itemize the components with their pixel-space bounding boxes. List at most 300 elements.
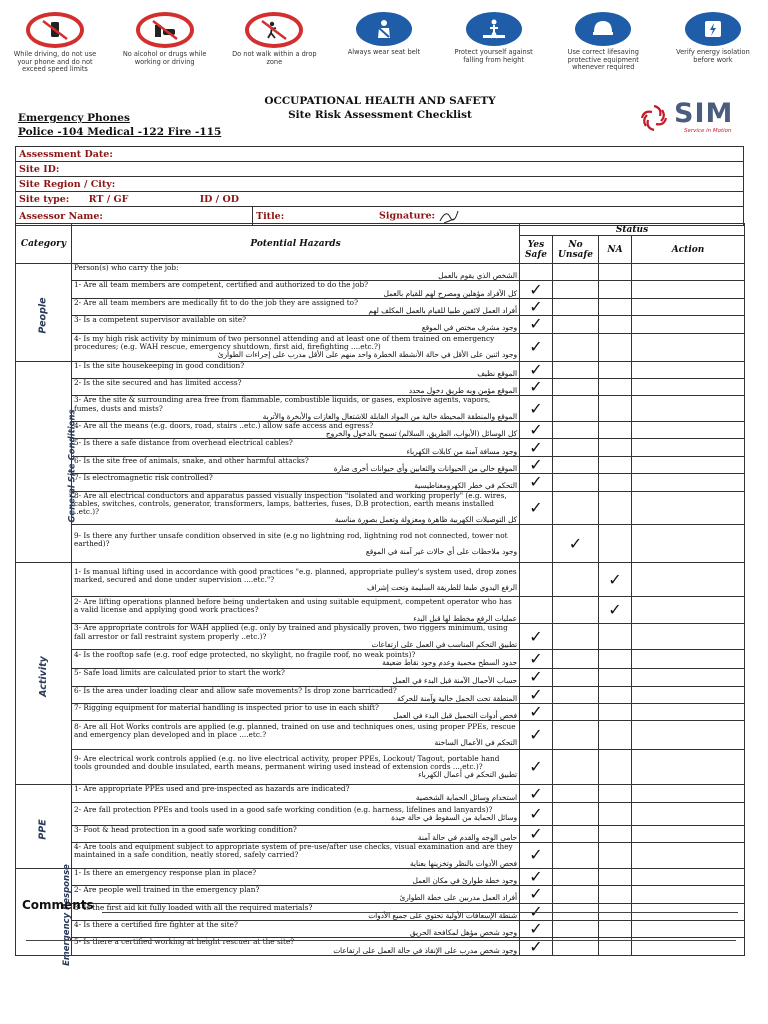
checklist-row	[16, 316, 745, 333]
yes-status-cell[interactable]	[520, 624, 553, 650]
check-mark-icon: ✓	[529, 649, 543, 669]
action-cell[interactable]	[632, 491, 745, 525]
action-cell[interactable]	[632, 703, 745, 720]
check-mark-icon: ✓	[608, 600, 622, 620]
no-status-cell[interactable]	[553, 802, 599, 825]
hazard-cell	[72, 379, 520, 396]
hazard-text-arabic: وجود مسافة آمنة من كابلات الكهرباء	[406, 446, 517, 456]
safety-icon-tile	[447, 12, 541, 82]
hazard-cell	[72, 491, 520, 525]
check-mark-icon: ✓	[529, 420, 543, 440]
title-field[interactable]: Title:	[253, 207, 380, 226]
comments-line[interactable]	[26, 940, 736, 941]
checklist-row	[16, 439, 745, 456]
action-cell[interactable]	[632, 439, 745, 456]
hazard-text-arabic: كل التوصيلات الكهربية ظاهرة ومعزولة وتعمل بصورة مناسبة	[334, 515, 517, 525]
na-status-cell[interactable]	[599, 669, 632, 686]
check-mark-icon: ✓	[529, 823, 543, 843]
no-status-cell[interactable]	[553, 281, 599, 298]
no-status-cell[interactable]	[553, 379, 599, 396]
hazard-text: 1- Is there an emergency response plan in place?	[74, 867, 257, 877]
hazard-text-arabic: التحكم في الأعمال الساخنة	[434, 738, 517, 748]
hazard-text: 3- Foot & head protection in a good safe working condition?	[74, 824, 297, 834]
checklist-row	[16, 624, 745, 650]
na-status-cell[interactable]	[599, 750, 632, 785]
hazard-cell	[72, 624, 520, 650]
checklist-row	[16, 686, 745, 703]
site-id-field[interactable]: Site ID:	[16, 162, 744, 177]
no-walk-drop-zone-icon	[245, 12, 303, 48]
action-cell[interactable]	[632, 650, 745, 669]
na-status-cell[interactable]	[599, 785, 632, 802]
action-cell[interactable]	[632, 379, 745, 396]
check-mark-icon: ✓	[529, 667, 543, 687]
site-type-options-2: ID / OD	[199, 193, 239, 205]
na-status-cell[interactable]	[599, 298, 632, 315]
action-cell[interactable]	[632, 802, 745, 825]
checklist-row	[16, 333, 745, 361]
na-status-cell[interactable]	[599, 333, 632, 361]
hazard-cell	[72, 281, 520, 298]
na-status-cell[interactable]	[599, 624, 632, 650]
checklist-row	[16, 379, 745, 396]
hazard-text-arabic: وجود شخص مؤهل لمكافحة الحريق	[409, 928, 517, 938]
hazard-text-arabic: حامي الوجه والقدم في حالة آمنة	[417, 832, 517, 842]
na-status-cell[interactable]	[599, 456, 632, 473]
yes-status-cell[interactable]	[520, 721, 553, 750]
hazard-text: 2- Is the site secured and has limited access?	[74, 378, 242, 388]
na-status-cell[interactable]	[599, 439, 632, 456]
check-mark-icon: ✓	[529, 297, 543, 317]
logo-tagline: Service in Motion	[684, 128, 732, 134]
hazard-text: 1- Is manual lifting used in accordance with good practices "e.g. planned, appropriate pulley's system used, drop zones marked, secured and done under supervision ....etc."?	[74, 566, 517, 584]
hazard-text-arabic: الرفع اليدوي طبقا للطريقة السليمة وتحت إشراف	[367, 583, 517, 593]
action-cell[interactable]	[632, 785, 745, 802]
yes-status-cell[interactable]	[520, 686, 553, 703]
yes-status-cell[interactable]	[520, 439, 553, 456]
yes-status-cell[interactable]	[520, 920, 553, 937]
yes-status-cell[interactable]	[520, 456, 553, 473]
hazard-text-arabic: الموقع نظيف	[477, 368, 517, 378]
safety-icon-caption: Use correct lifesaving protective equipment whenever required	[567, 48, 639, 71]
yes-status-cell[interactable]	[520, 802, 553, 825]
action-cell[interactable]	[632, 474, 745, 491]
na-status-cell[interactable]	[599, 281, 632, 298]
checklist-row	[16, 281, 745, 298]
sub-title: Site Risk Assessment Checklist	[288, 109, 472, 121]
action-cell[interactable]	[632, 298, 745, 315]
hazard-text: 6- Is the area under loading clear and allow safe movements? Is drop zone barricaded?	[74, 685, 397, 695]
check-mark-icon: ✓	[529, 314, 543, 334]
na-status-cell[interactable]	[599, 379, 632, 396]
hazard-text-arabic: الموقع مؤمن وبه طريق دخول محدد	[408, 386, 517, 396]
action-cell[interactable]	[632, 422, 745, 439]
hazard-text: 3- Is the first aid kit fully loaded with all the required materials?	[74, 902, 313, 912]
hazard-text: 1- Is the site housekeeping in good condition?	[74, 360, 245, 370]
action-cell[interactable]	[632, 281, 745, 298]
yes-status-cell[interactable]	[520, 361, 553, 378]
no-status-cell[interactable]	[553, 785, 599, 802]
no-status-cell[interactable]	[553, 316, 599, 333]
hazard-text-arabic: وجود ملاحظات على أي حالات غير آمنة في الموقع	[365, 547, 517, 557]
action-cell[interactable]	[632, 825, 745, 842]
no-status-cell[interactable]	[553, 825, 599, 842]
action-cell[interactable]	[632, 361, 745, 378]
na-status-cell[interactable]	[599, 264, 632, 281]
hazard-text-arabic: فحص الأدوات بالنظر وتخزينها بعناية	[410, 858, 517, 868]
action-cell[interactable]	[632, 686, 745, 703]
hazard-text-arabic: تطبيق التحكم في أعمال الكهرباء	[418, 770, 517, 780]
yes-status-cell[interactable]	[520, 491, 553, 525]
yes-status-cell[interactable]	[520, 474, 553, 491]
check-mark-icon: ✓	[529, 901, 543, 921]
safety-icon-caption: While driving, do not use your phone and do not exceed speed limits	[13, 50, 97, 73]
yes-status-cell[interactable]	[520, 333, 553, 361]
hazard-text: 3- Are the site & surrounding area free from flammable, combustible liquids, or gases, explosive agents, vapors, fumes, dusts and mists?	[74, 395, 491, 413]
no-status-cell[interactable]	[553, 686, 599, 703]
check-mark-icon: ✓	[529, 684, 543, 704]
hazard-cell	[72, 456, 520, 473]
checklist-row	[16, 456, 745, 473]
checklist-row	[16, 825, 745, 842]
checklist-row	[16, 650, 745, 669]
site-info-table	[15, 146, 744, 226]
yes-status-cell[interactable]	[520, 422, 553, 439]
hazard-cell	[72, 333, 520, 361]
na-status-cell[interactable]	[599, 721, 632, 750]
hazard-text: 2- Are people well trained in the emergency plan?	[74, 885, 260, 895]
no-status-cell[interactable]	[553, 843, 599, 869]
action-cell[interactable]	[632, 868, 745, 885]
safety-icons-row	[8, 12, 760, 82]
no-status-cell[interactable]	[553, 669, 599, 686]
no-status-cell[interactable]	[553, 396, 599, 422]
hazard-text: 4- Is my high risk activity by minimum of two personnel attending and at least one of them trained on emergency procedures; (e.g. WAH rescue, emergency shutdown, first aid, firefighting ....etc.?)	[74, 333, 495, 352]
check-mark-icon: ✓	[529, 919, 543, 939]
assessment-date-field[interactable]: Assessment Date:	[16, 147, 744, 162]
hazard-text: 5- Safe load limits are calculated prior to start the work?	[74, 668, 285, 678]
na-header: NA	[599, 236, 632, 264]
na-status-cell[interactable]	[599, 703, 632, 720]
hazard-cell	[72, 669, 520, 686]
yes-status-cell[interactable]	[520, 843, 553, 869]
category-cell	[16, 785, 72, 868]
energy-isolation-icon	[685, 12, 741, 46]
na-status-cell[interactable]	[599, 474, 632, 491]
no-status-cell[interactable]	[553, 525, 599, 563]
hazard-text-arabic: شنطة الإسعافات الأولية تحتوي على جميع الأدوات	[368, 910, 517, 920]
action-cell[interactable]	[632, 333, 745, 361]
check-mark-icon: ✓	[529, 803, 543, 823]
na-status-cell[interactable]	[599, 563, 632, 597]
na-status-cell[interactable]	[599, 825, 632, 842]
check-mark-icon: ✓	[529, 725, 543, 745]
no-status-cell[interactable]	[553, 298, 599, 315]
safety-icon-tile	[337, 12, 431, 82]
no-status-cell[interactable]	[553, 361, 599, 378]
hazard-text: 5- Is there a certified working at height rescuer at the site?	[74, 937, 295, 947]
hazard-text-arabic: كل الأفراد مؤهلين ومصرح لهم للقيام بالعمل	[383, 288, 517, 298]
na-status-cell[interactable]	[599, 316, 632, 333]
checklist-row	[16, 525, 745, 563]
hazard-cell	[72, 750, 520, 785]
hazard-cell	[72, 785, 520, 802]
fall-protection-icon	[466, 12, 522, 46]
safety-icon-caption: Always wear seat belt	[347, 48, 421, 56]
no-status-cell[interactable]	[553, 721, 599, 750]
checklist-row	[16, 563, 745, 597]
category-cell	[16, 264, 72, 362]
na-status-cell[interactable]	[599, 597, 632, 624]
comments-line[interactable]	[102, 912, 738, 913]
no-status-cell[interactable]	[553, 886, 599, 903]
hazard-cell	[72, 563, 520, 597]
hazard-text-arabic: استخدام وسائل الحماية الشخصية	[415, 792, 517, 802]
yes-status-cell[interactable]	[520, 525, 553, 563]
yes-status-cell[interactable]	[520, 868, 553, 885]
emergency-phones-title: Emergency Phones	[18, 112, 130, 124]
safety-icon-tile	[8, 12, 102, 82]
no-status-cell[interactable]	[553, 650, 599, 669]
hazard-text-arabic: المنطقة تحت الحمل خالية وآمنة للحركة	[397, 693, 517, 703]
no-status-cell[interactable]	[553, 439, 599, 456]
action-cell[interactable]	[632, 563, 745, 597]
na-status-cell[interactable]	[599, 802, 632, 825]
checklist-row	[16, 396, 745, 422]
yes-status-cell[interactable]	[520, 316, 553, 333]
check-mark-icon: ✓	[529, 377, 543, 397]
hazard-text-arabic: وجود اثنين على الأقل في حالة الأنشطة الخطرة واحد منهم على الأقل مدرب على إجراءات الطوارئ	[217, 350, 517, 360]
check-mark-icon: ✓	[608, 569, 622, 589]
na-status-cell[interactable]	[599, 422, 632, 439]
emergency-phones	[18, 111, 221, 139]
hazard-cell	[72, 721, 520, 750]
category-cell	[16, 361, 78, 563]
checklist-row	[16, 422, 745, 439]
no-alcohol-icon	[136, 12, 194, 48]
hazard-text: 4- Are all the means (e.g. doors, road, stairs ..etc.) allow safe access and egress?	[74, 421, 374, 431]
safety-icon-tile	[227, 12, 321, 82]
checklist-row	[16, 298, 745, 315]
hazard-cell	[72, 396, 520, 422]
checklist-row	[16, 802, 745, 825]
action-header: Action	[632, 236, 745, 264]
hazard-cell	[72, 686, 520, 703]
no-status-cell[interactable]	[553, 456, 599, 473]
na-status-cell[interactable]	[599, 868, 632, 885]
site-type-options-1: RT / GF	[88, 193, 129, 205]
checklist-row	[16, 785, 745, 802]
safety-icon-caption: No alcohol or drugs while working or driving	[122, 50, 207, 66]
no-status-cell[interactable]	[553, 422, 599, 439]
no-status-cell[interactable]	[553, 750, 599, 785]
site-type-field[interactable]	[16, 192, 744, 207]
action-cell[interactable]	[632, 597, 745, 624]
category-label: Emergency Response	[61, 864, 72, 967]
hazard-text-arabic: التحكم في خطر الكهرومغناطيسية	[414, 481, 517, 491]
sim-logo	[636, 100, 756, 136]
check-mark-icon: ✓	[529, 359, 543, 379]
hazard-text-arabic: وجود مشرف مختص في الموقع	[421, 323, 517, 333]
yes-status-cell[interactable]	[520, 750, 553, 785]
hazard-cell	[72, 316, 520, 333]
check-mark-icon: ✓	[529, 337, 543, 357]
hazard-cell	[72, 703, 520, 720]
hazard-text: 4- Is there a certified fire fighter at the site?	[74, 919, 238, 929]
action-cell[interactable]	[632, 721, 745, 750]
yes-status-cell[interactable]	[520, 396, 553, 422]
hazard-cell	[72, 650, 520, 669]
action-cell[interactable]	[632, 456, 745, 473]
hazard-text: 7- Rigging equipment for material handling is inspected prior to use in each shift?	[74, 702, 379, 712]
hazard-text-arabic: فحص أدوات التحميل قبل البدء في العمل	[393, 711, 517, 721]
hazard-cell	[72, 802, 520, 825]
action-cell[interactable]	[632, 750, 745, 785]
seat-belt-icon	[356, 12, 412, 46]
yes-status-cell[interactable]	[520, 650, 553, 669]
no-status-cell[interactable]	[553, 597, 599, 624]
risk-checklist-table	[15, 223, 745, 967]
hazards-header: Potential Hazards	[72, 224, 520, 264]
no-status-cell[interactable]	[553, 624, 599, 650]
hazard-cell	[72, 361, 520, 378]
yes-status-cell[interactable]	[520, 886, 553, 903]
hazard-text: 7- Is electromagnetic risk controlled?	[74, 473, 213, 483]
hazard-text: 9- Is there any further unsafe condition observed in site (e.g no lightning rod, lightning rod not connected, tower not earthed)?	[74, 530, 508, 548]
hazard-text-arabic: حدود السطح محمية وعدم وجود نقاط ضعيفة	[382, 658, 517, 668]
no-status-cell[interactable]	[553, 920, 599, 937]
na-status-cell[interactable]	[599, 650, 632, 669]
hazard-text: 9- Are electrical work controls applied (e.g. no live electrical activity, proper PPEs, Lockout/ Tagout, portable hand tools grounded and double insulated, earth means, permanent wiring used instead of extension cords ....etc.)?	[74, 754, 500, 772]
no-status-cell[interactable]	[553, 703, 599, 720]
hazard-text: 5- Is there a safe distance from overhead electrical cables?	[74, 438, 293, 448]
action-cell[interactable]	[632, 886, 745, 903]
safety-icon-caption: Protect yourself against falling from height	[454, 48, 533, 64]
main-title: OCCUPATIONAL HEALTH AND SAFETY	[264, 95, 496, 107]
yes-status-cell[interactable]	[520, 785, 553, 802]
checklist-row	[16, 843, 745, 869]
action-cell[interactable]	[632, 396, 745, 422]
checklist-row	[16, 920, 745, 937]
na-status-cell[interactable]	[599, 920, 632, 937]
na-status-cell[interactable]	[599, 686, 632, 703]
check-mark-icon: ✓	[529, 783, 543, 803]
hazard-cell	[72, 422, 520, 439]
na-status-cell[interactable]	[599, 886, 632, 903]
no-status-cell[interactable]	[553, 474, 599, 491]
hazard-text: 4- Are tools and equipment subject to appropriate system of pre-use/after use checks, visual examination and are they maintained in a safe condition, neatly stored, safely carried?	[74, 842, 513, 860]
yes-status-cell[interactable]	[520, 264, 553, 281]
action-cell[interactable]	[632, 669, 745, 686]
check-mark-icon: ✓	[529, 626, 543, 646]
hazard-text-arabic: وسائل الحماية من السقوط في حالة جيدة	[391, 812, 517, 822]
hazard-text-arabic: حساب الأحمال الآمنة قبل البدء في العمل	[392, 676, 517, 686]
hazard-text-arabic: كل الوسائل (الأبواب، الطريق، السلالم) تسمح بالدخول والخروج	[325, 429, 517, 439]
yes-status-cell[interactable]	[520, 563, 553, 597]
hazard-text: 3- Are appropriate controls for WAH applied (e.g. only by trained and physically proven, two riggers minimum, using fall arrestor or fall restraint system properly ..etc.)?	[74, 623, 508, 641]
comments-label: Comments	[22, 898, 94, 912]
check-mark-icon: ✓	[529, 884, 543, 904]
na-status-cell[interactable]	[599, 396, 632, 422]
site-region-field[interactable]: Site Region / City:	[16, 177, 744, 192]
assessor-name-field[interactable]: Assessor Name:	[16, 207, 253, 226]
hazard-cell	[72, 843, 520, 869]
hazard-text: 2- Are lifting operations planned before being undertaken and using suitable equipment, competent operator who has a valid license and applying good work practices?	[74, 597, 512, 615]
yes-status-cell[interactable]	[520, 298, 553, 315]
action-cell[interactable]	[632, 843, 745, 869]
hazard-cell	[72, 920, 520, 937]
category-label: Activity	[37, 656, 49, 698]
action-cell[interactable]	[632, 525, 745, 563]
no-status-cell[interactable]	[553, 563, 599, 597]
hazard-text: 6- Is the site free of animals, snake, and other harmful attacks?	[74, 455, 309, 465]
yes-status-cell[interactable]	[520, 597, 553, 624]
hazard-cell	[72, 597, 520, 624]
yes-status-cell[interactable]	[520, 825, 553, 842]
check-mark-icon: ✓	[529, 455, 543, 475]
hazard-text-arabic: عمليات الرفع مخطط لها قبل البدء	[413, 613, 517, 623]
yes-status-cell[interactable]	[520, 703, 553, 720]
category-cell	[16, 563, 72, 785]
check-mark-icon: ✓	[529, 757, 543, 777]
safety-icon-caption: Verify energy isolation before work	[676, 48, 750, 64]
category-label: General Site Conditions	[67, 408, 78, 523]
category-label: People	[38, 297, 49, 334]
yes-status-cell[interactable]	[520, 379, 553, 396]
phone-driving-icon	[26, 12, 84, 48]
logo-swirl-icon	[636, 100, 672, 136]
na-status-cell[interactable]	[599, 843, 632, 869]
hazard-text-arabic: أفراد العمل مدربين على خطة الطوارئ	[399, 893, 517, 903]
na-status-cell[interactable]	[599, 361, 632, 378]
hazard-cell	[72, 298, 520, 315]
no-status-cell[interactable]	[553, 491, 599, 525]
action-cell[interactable]	[632, 920, 745, 937]
hazard-text-arabic: وجود خطة طوارئ في مكان العمل	[412, 875, 517, 885]
protective-equipment-icon	[575, 12, 631, 46]
na-status-cell[interactable]	[599, 491, 632, 525]
emergency-phone-numbers: Police -104 Medical -122 Fire -115	[18, 126, 222, 138]
hazard-text: 8- Are all Hot Works controls are applied (e.g. planned, trained on use and techniques ones, using proper PPEs, rescue and emergency plan developed and in place ....etc.?	[74, 722, 516, 740]
hazard-text-arabic: الشخص الذي يقوم بالعمل	[438, 271, 517, 281]
action-cell[interactable]	[632, 624, 745, 650]
hazard-cell	[72, 474, 520, 491]
na-status-cell[interactable]	[599, 525, 632, 563]
hazard-text: 3- Is a competent supervisor available on site?	[74, 315, 247, 325]
logo-text: SIM	[674, 98, 734, 129]
no-status-cell[interactable]	[553, 264, 599, 281]
safety-icon-caption: Do not walk within a drop zone	[232, 50, 317, 66]
hazard-cell	[72, 264, 520, 281]
action-cell[interactable]	[632, 264, 745, 281]
check-mark-icon: ✓	[529, 398, 543, 418]
no-status-cell[interactable]	[553, 868, 599, 885]
category-label: PPE	[37, 819, 49, 840]
check-mark-icon: ✓	[529, 279, 543, 299]
hazard-text-arabic: تطبيق التحكم المناسب في العمل على ارتفاعات	[371, 639, 517, 649]
hazard-text: 4- Is the rooftop safe (e.g. roof edge protected, no skylight, no fragile roof, no weak points)?	[74, 649, 416, 659]
yes-status-cell[interactable]	[520, 281, 553, 298]
no-status-cell[interactable]	[553, 333, 599, 361]
checklist-row	[16, 703, 745, 720]
hazard-text-arabic: الموقع والمنطقة المحيطة خالية من المواد القابلة للاشتعال والغازات والأبخرة والأتربة	[262, 411, 517, 421]
action-cell[interactable]	[632, 316, 745, 333]
check-mark-icon: ✓	[529, 472, 543, 492]
checklist-row	[16, 721, 745, 750]
yes-safe-header: Yes Safe	[520, 236, 553, 264]
yes-status-cell[interactable]	[520, 669, 553, 686]
hazard-text: 1- Are all team members are competent, certified and authorized to do the job?	[74, 280, 369, 290]
